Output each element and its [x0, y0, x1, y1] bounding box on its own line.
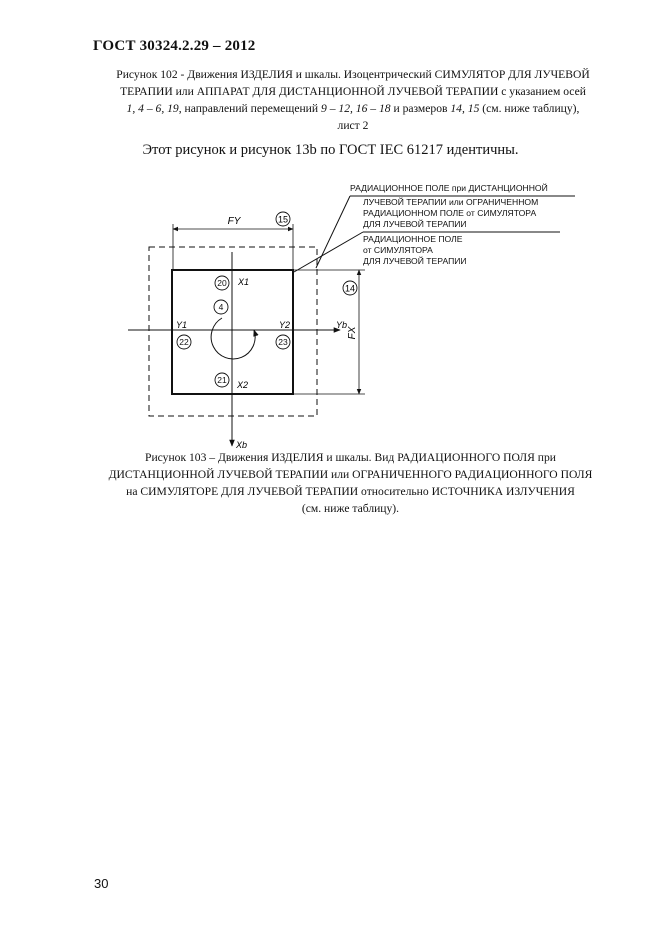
- legend-outer-line-4: ДЛЯ ЛУЧЕВОЙ ТЕРАПИИ: [363, 219, 467, 229]
- legend-inner-line-1: РАДИАЦИОННОЕ ПОЛЕ: [363, 234, 463, 244]
- xb-label: Xb: [236, 440, 248, 450]
- legend-inner-line-3: ДЛЯ ЛУЧЕВОЙ ТЕРАПИИ: [363, 256, 467, 266]
- y2-label: Y2: [279, 320, 291, 330]
- callout-22: 22: [179, 337, 189, 347]
- figure-103-line-4: (см. ниже таблицу).: [301, 502, 400, 515]
- y1-label: Y1: [176, 320, 188, 330]
- figure-102-line-1: Рисунок 102 - Движения ИЗДЕЛИЯ и шкалы. Изоцентрический СИМУЛЯТОР ДЛЯ ЛУЧЕВОЙ: [116, 68, 590, 81]
- callout-23: 23: [278, 337, 288, 347]
- legend-outer-line-3: РАДИАЦИОННОМ ПОЛЕ от СИМУЛЯТОРА: [363, 208, 537, 218]
- callout-4: 4: [218, 302, 224, 312]
- callout-21: 21: [217, 375, 227, 385]
- legend-outer-line-1: РАДИАЦИОННОЕ ПОЛЕ при ДИСТАНЦИОННОЙ: [350, 183, 548, 193]
- figure-102-mid-2: и размеров: [390, 102, 451, 115]
- figure-102-line-2: ТЕРАПИИ или АППАРАТ ДЛЯ ДИСТАНЦИОННОЙ ЛУЧЕВОЙ ТЕРАПИИ с указанием осей: [120, 85, 586, 98]
- figure-103-line-1: Рисунок 103 – Движения ИЗДЕЛИЯ и шкалы. Вид РАДИАЦИОННОГО ПОЛЯ при: [145, 451, 556, 464]
- legend-outer-line-2: ЛУЧЕВОЙ ТЕРАПИИ или ОГРАНИЧЕННОМ: [363, 197, 539, 207]
- fy-label: FY: [227, 216, 241, 227]
- document-header: ГОСТ 30324.2.29 – 2012: [93, 38, 256, 54]
- figure-102-sheet: лист 2: [337, 119, 369, 132]
- callout-15: 15: [277, 214, 289, 225]
- figure-102-axes: 1, 4 – 6, 19: [126, 102, 179, 115]
- figure-102-dims: 14, 15: [450, 102, 480, 115]
- rotation-arrow: [211, 318, 255, 359]
- fx-label: FX: [347, 326, 358, 340]
- leader-to-outer-field: [316, 196, 350, 268]
- figure-103-caption: [70, 449, 631, 517]
- yb-label: Yb: [336, 320, 348, 330]
- identity-note: Этот рисунок и рисунок 13b по ГОСТ IEC 61217 идентичны.: [142, 142, 519, 158]
- page-number: 30: [94, 876, 109, 891]
- legend-inner-line-2: от СИМУЛЯТОРА: [363, 245, 433, 255]
- x1-label: X1: [238, 277, 250, 287]
- outer-radiation-field: [149, 247, 317, 416]
- x2-label: X2: [237, 380, 249, 390]
- figure-102-directions: 9 – 12, 16 – 18: [321, 102, 391, 115]
- figure-102-mid-1: , направлений перемещений: [178, 102, 321, 115]
- leader-to-inner-field: [294, 232, 363, 272]
- callout-20: 20: [217, 278, 227, 288]
- callout-14: 14: [344, 283, 356, 294]
- figure-103-line-3: на СИМУЛЯТОРЕ ДЛЯ ЛУЧЕВОЙ ТЕРАПИИ относительно ИСТОЧНИКА ИЗЛУЧЕНИЯ: [126, 485, 575, 498]
- figure-103-line-2: ДИСТАНЦИОННОЙ ЛУЧЕВОЙ ТЕРАПИИ или ОГРАНИЧЕННОГО РАДИАЦИОННОГО ПОЛЯ: [108, 468, 593, 481]
- figure-102-tail: (см. ниже таблицу),: [479, 102, 580, 115]
